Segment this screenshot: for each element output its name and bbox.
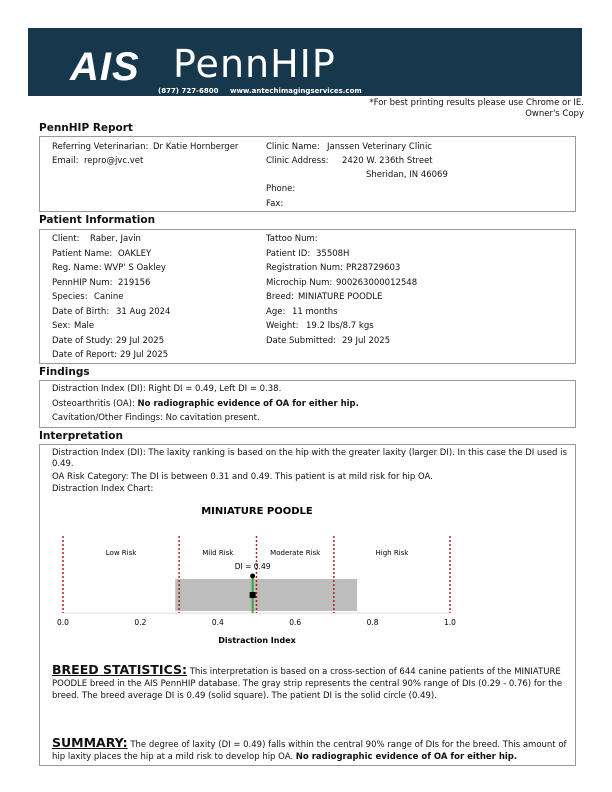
sex-label: Sex: <box>52 321 71 331</box>
findings-oa-label: Osteoarthritis (OA): <box>52 399 135 409</box>
chart-title: MINIATURE POODLE <box>201 506 313 517</box>
banner-phone: (877) 727-6800 <box>158 87 219 95</box>
registration-label: Registration Num: <box>266 263 343 273</box>
dob-label: Date of Birth: <box>52 307 110 317</box>
distraction-index-chart <box>40 500 575 650</box>
breed-label: Breed: <box>266 292 294 302</box>
banner-website: www.antechimagingservices.com <box>230 87 362 95</box>
email-label: Email: <box>52 156 79 166</box>
tattoo-label: Tattoo Num: <box>266 234 318 244</box>
client-value: Raber, Javin <box>90 234 141 244</box>
clinic-address-line2: Sheridan, IN 46069 <box>366 170 448 180</box>
age-value: 11 months <box>292 307 338 317</box>
breed-value: MINIATURE POODLE <box>298 292 383 302</box>
patient-di-label: DI = 0.49 <box>234 562 271 571</box>
summary-text: The degree of laxity (DI = 0.49) falls within the central 90% range of DIs for the breed. This amount of hip laxity places the hip at a mild risk to develop hip OA. <box>52 740 567 762</box>
breed-stats-heading: BREED STATISTICS: <box>52 662 187 677</box>
findings-cavitation: Cavitation/Other Findings: No cavitation present. <box>52 413 260 423</box>
referring-vet-value: Dr Katie Hornberger <box>153 142 239 152</box>
age-label: Age: <box>266 307 286 317</box>
referring-vet-label: Referring Veterinarian: <box>52 142 149 152</box>
risk-zone-label: Low Risk <box>105 549 137 557</box>
pennhip-num-value: 219156 <box>118 278 151 288</box>
date-study-label: Date of Study: <box>52 336 113 346</box>
species-value: Canine <box>94 292 124 302</box>
chart-label: Distraction Index Chart: <box>52 484 154 494</box>
pennhip-logo: PennHIP <box>173 42 336 86</box>
x-tick-label: 0.0 <box>57 618 69 627</box>
date-submitted-label: Date Submitted: <box>266 336 336 346</box>
fax-label: Fax: <box>266 199 284 209</box>
interpretation-box <box>39 444 576 766</box>
x-tick-label: 1.0 <box>444 618 456 627</box>
report-section-title: PennHIP Report <box>39 122 133 134</box>
findings-oa <box>52 399 359 409</box>
findings-oa-value: No radiographic evidence of OA for either hip. <box>137 399 359 409</box>
species-label: Species: <box>52 292 88 302</box>
ais-logo: AIS <box>70 45 140 89</box>
reg-name-label: Reg. Name: <box>52 263 102 273</box>
date-study-value: 29 Jul 2025 <box>116 336 165 346</box>
microchip-value: 900263000012548 <box>336 278 418 288</box>
sex-value: Male <box>74 321 95 331</box>
clinic-name-label: Clinic Name: <box>266 142 320 152</box>
interpretation-section-title: Interpretation <box>39 430 123 442</box>
clinic-address-line1: 2420 W. 236th Street <box>342 156 433 166</box>
printing-note: *For best printing results please use Chrome or IE. <box>369 98 584 108</box>
interpretation-di-text: Distraction Index (DI): The laxity ranking is based on the hip with the greater laxity (larger DI). In this case the DI used is 0.49. <box>52 448 567 469</box>
patient-id-label: Patient ID: <box>266 249 311 259</box>
patient-di-circle <box>250 574 255 579</box>
registration-value: PR28729603 <box>346 263 401 273</box>
findings-section-title: Findings <box>39 366 90 378</box>
patient-name-label: Patient Name: <box>52 249 113 259</box>
x-tick-label: 0.4 <box>211 618 224 627</box>
report-box <box>39 136 576 212</box>
patient-section-title: Patient Information <box>39 214 156 226</box>
microchip-label: Microchip Num: <box>266 278 333 288</box>
phone-label: Phone: <box>266 184 296 194</box>
pennhip-num-label: PennHIP Num: <box>52 278 113 288</box>
weight-label: Weight: <box>266 321 299 331</box>
date-submitted-value: 29 Jul 2025 <box>342 336 391 346</box>
breed-stats-paragraph <box>52 664 567 702</box>
client-label: Client: <box>52 234 80 244</box>
risk-zone-label: Moderate Risk <box>270 549 321 557</box>
date-report-label: Date of Report: <box>52 350 117 360</box>
patient-box <box>39 229 576 364</box>
owners-copy-note: Owner's Copy <box>525 109 584 119</box>
patient-name-value: OAKLEY <box>118 249 152 259</box>
summary-bold-text: No radiographic evidence of OA for either hip. <box>295 752 518 762</box>
reg-name-value: WVP' S Oakley <box>104 263 166 273</box>
findings-box <box>39 380 576 428</box>
dob-value: 31 Aug 2024 <box>116 307 171 317</box>
clinic-address-label: Clinic Address: <box>266 156 329 166</box>
x-tick-label: 0.2 <box>134 618 147 627</box>
breed-average-square <box>250 592 256 598</box>
x-tick-label: 0.8 <box>366 618 379 627</box>
summary-paragraph <box>52 737 567 763</box>
findings-di: Distraction Index (DI): Right DI = 0.49, Left DI = 0.38. <box>52 384 282 394</box>
date-report-value: 29 Jul 2025 <box>120 350 169 360</box>
clinic-name-value: Janssen Veterinary Clinic <box>327 142 432 152</box>
email-value: repro@jvc.vet <box>84 156 144 166</box>
breed-range-strip <box>175 579 357 611</box>
summary-heading: SUMMARY: <box>52 735 128 750</box>
patient-id-value: 35508H <box>316 249 350 259</box>
x-tick-label: 0.6 <box>289 618 302 627</box>
weight-value: 19.2 lbs/8.7 kgs <box>306 321 374 331</box>
breed-stats-text: This interpretation is based on a cross-section of 644 canine patients of the MINIATURE POODLE breed in the AIS PennHIP database. The gray strip represents the central 90% range of DIs (0.29 - 0.76) for the breed. The breed average DI is 0.49 (solid square). The patient DI is the solid circle (0.49). <box>52 667 563 701</box>
risk-zone-label: Mild Risk <box>202 549 234 557</box>
chart-x-axis-label: Distraction Index <box>218 636 296 645</box>
header-banner <box>28 28 582 96</box>
risk-zone-label: High Risk <box>375 549 409 557</box>
oa-risk-text: OA Risk Category: The DI is between 0.31 and 0.49. This patient is at mild risk for hip OA. <box>52 472 433 482</box>
